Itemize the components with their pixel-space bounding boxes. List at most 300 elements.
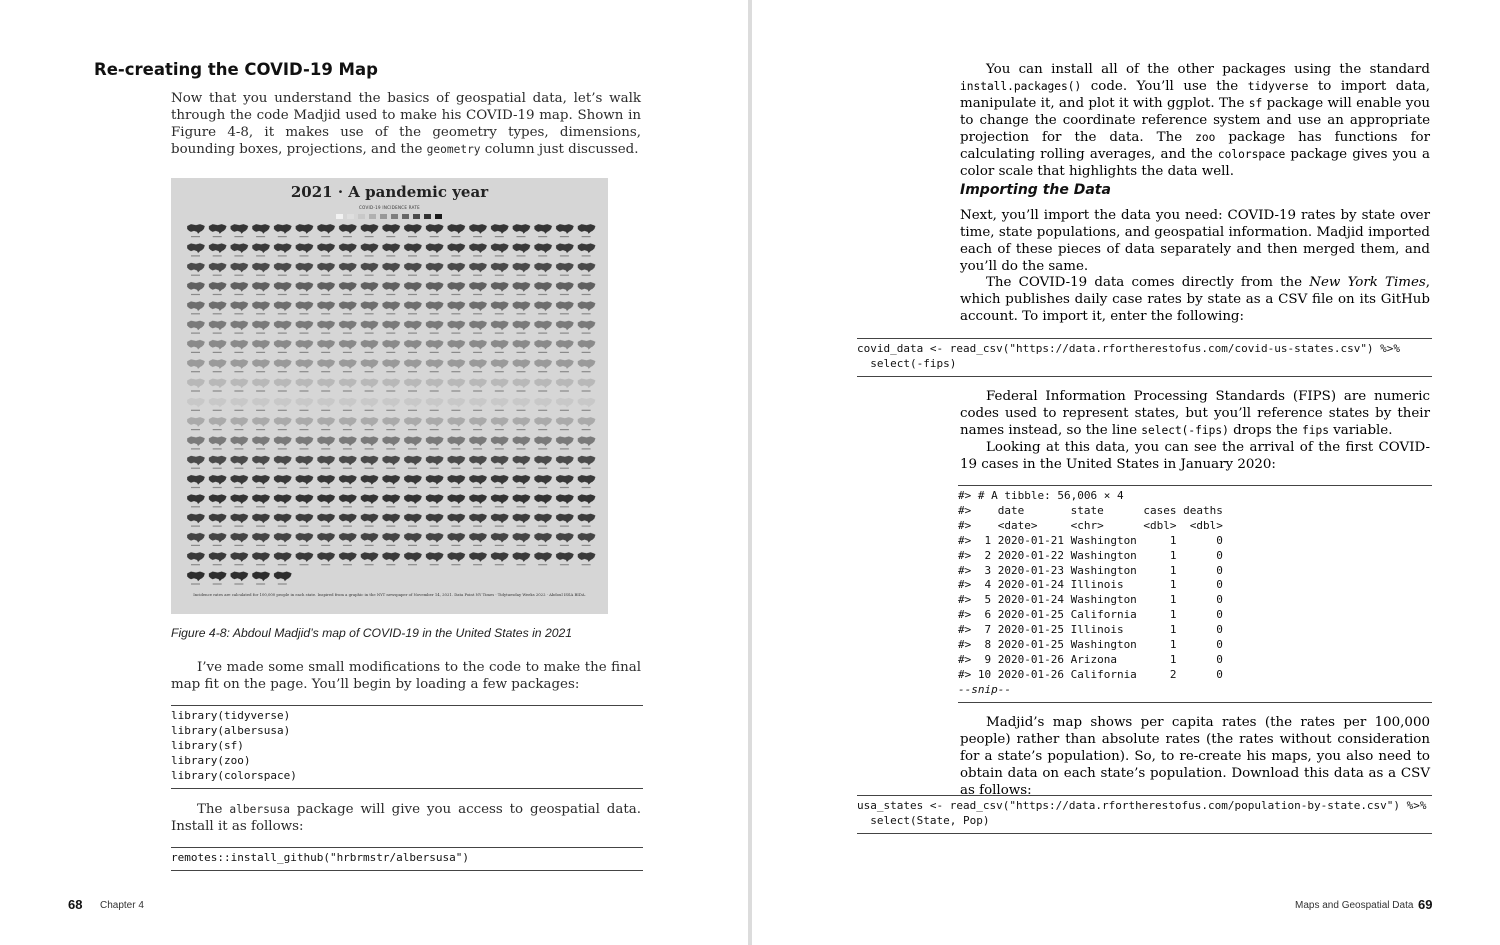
date-label-mark (256, 545, 265, 546)
us-map-silhouette (274, 494, 292, 504)
date-label-mark (430, 468, 439, 469)
date-label-mark (430, 294, 439, 295)
us-map-silhouette (187, 321, 205, 331)
small-multiple-map (339, 494, 357, 507)
us-map-silhouette (252, 321, 270, 331)
us-map-silhouette (513, 417, 531, 427)
us-map-silhouette (556, 514, 574, 524)
small-multiple-map (534, 552, 552, 565)
small-multiple-map (230, 224, 248, 237)
date-label-mark (473, 294, 482, 295)
small-multiple-map (513, 552, 531, 565)
us-map-silhouette (534, 552, 552, 562)
date-label-mark (408, 506, 417, 507)
us-map-silhouette (274, 263, 292, 273)
date-label-mark (365, 294, 374, 295)
us-map-silhouette (578, 263, 596, 273)
us-map-silhouette (426, 321, 444, 331)
us-map-silhouette (274, 533, 292, 543)
small-multiple-map (361, 263, 379, 276)
us-map-silhouette (382, 321, 400, 331)
us-map-silhouette (534, 378, 552, 388)
date-label-mark (560, 255, 569, 256)
small-multiple-map (578, 263, 596, 276)
us-map-silhouette (317, 378, 335, 388)
small-multiple-map (382, 417, 400, 430)
small-multiple-map (426, 359, 444, 372)
us-map-silhouette (513, 494, 531, 504)
date-label-mark (278, 333, 287, 334)
small-multiple-map (361, 456, 379, 469)
us-map-silhouette (209, 436, 227, 446)
small-multiple-map (296, 475, 314, 488)
small-multiple-map (469, 398, 487, 411)
us-map-silhouette (317, 514, 335, 524)
packages-text: package will enable you to change the coordinate reference system and use an appropriate projection for the data. The (960, 96, 1430, 145)
date-label-mark (473, 429, 482, 430)
small-multiple-map (230, 378, 248, 391)
date-label-mark (213, 333, 222, 334)
small-multiple-map (447, 282, 465, 295)
us-map-silhouette (361, 282, 379, 292)
date-label-mark (278, 313, 287, 314)
us-map-silhouette (274, 243, 292, 253)
date-label-mark (191, 564, 200, 565)
small-multiple-map (274, 436, 292, 449)
small-multiple-map (230, 282, 248, 295)
import-intro-paragraph: Next, you’ll import the data you need: COVID-19 rates by state over time, state populations, and geospatial information. Madjid imported each of these pieces of data separately and then merged them, and you’ll do the same. (960, 208, 1430, 274)
small-multiple-map (252, 378, 270, 391)
us-map-silhouette (556, 436, 574, 446)
small-multiple-map (296, 243, 314, 256)
us-map-silhouette (296, 552, 314, 562)
us-map-silhouette (252, 224, 270, 234)
small-multiple-map (209, 263, 227, 276)
us-map-silhouette (534, 340, 552, 350)
date-label-mark (256, 526, 265, 527)
date-label-mark (191, 410, 200, 411)
us-map-silhouette (491, 494, 509, 504)
date-label-mark (234, 487, 243, 488)
us-map-silhouette (556, 456, 574, 466)
small-multiple-map (339, 533, 357, 546)
date-label-mark (321, 236, 330, 237)
us-map-silhouette (230, 378, 248, 388)
date-label-mark (582, 333, 591, 334)
small-multiple-map (252, 321, 270, 334)
small-multiple-map (426, 514, 444, 527)
date-label-mark (517, 371, 526, 372)
date-label-mark (234, 468, 243, 469)
small-multiple-map (230, 436, 248, 449)
us-map-silhouette (317, 321, 335, 331)
small-multiple-map (469, 301, 487, 314)
small-multiple-map (317, 514, 335, 527)
date-label-mark (517, 255, 526, 256)
date-label-mark (213, 313, 222, 314)
date-label-mark (582, 468, 591, 469)
date-label-mark (234, 333, 243, 334)
small-multiple-map (296, 552, 314, 565)
date-label-mark (256, 506, 265, 507)
small-multiple-map (339, 224, 357, 237)
small-multiple-map (447, 533, 465, 546)
small-multiples-map-grid (185, 223, 597, 593)
us-map-silhouette (339, 552, 357, 562)
inline-code: install.packages() (960, 80, 1082, 93)
date-label-mark (278, 371, 287, 372)
us-map-silhouette (578, 533, 596, 543)
small-multiple-map (361, 340, 379, 353)
small-multiple-map (296, 417, 314, 430)
small-multiple-map (296, 359, 314, 372)
date-label-mark (300, 352, 309, 353)
albersusa-text-end: package will give you access to geospatial data. Install it as follows: (171, 802, 641, 834)
us-map-silhouette (404, 456, 422, 466)
code-block-population (857, 795, 1432, 834)
small-multiple-map (317, 282, 335, 295)
us-map-silhouette (252, 456, 270, 466)
us-map-silhouette (469, 224, 487, 234)
small-multiple-map (513, 436, 531, 449)
small-multiple-map (187, 494, 205, 507)
date-label-mark (473, 333, 482, 334)
us-map-silhouette (209, 571, 227, 581)
date-label-mark (256, 352, 265, 353)
us-map-silhouette (296, 456, 314, 466)
us-map-silhouette (339, 263, 357, 273)
date-label-mark (560, 275, 569, 276)
small-multiple-map (252, 398, 270, 411)
us-map-silhouette (426, 301, 444, 311)
small-multiple-map (404, 301, 422, 314)
small-multiple-map (296, 340, 314, 353)
us-map-silhouette (491, 243, 509, 253)
fips-text: Federal Information Processing Standards (FIPS) are numeric codes used to represent states, but you’ll reference states by their names instead, so the line (960, 389, 1430, 438)
small-multiple-map (404, 398, 422, 411)
small-multiple-map (578, 436, 596, 449)
date-label-mark (408, 390, 417, 391)
small-multiple-map (187, 340, 205, 353)
us-map-silhouette (491, 514, 509, 524)
us-map-silhouette (382, 263, 400, 273)
date-label-mark (386, 429, 395, 430)
small-multiple-map (187, 378, 205, 391)
small-multiple-map (252, 514, 270, 527)
us-map-silhouette (382, 456, 400, 466)
date-label-mark (473, 236, 482, 237)
us-map-silhouette (230, 243, 248, 253)
small-multiple-map (317, 475, 335, 488)
date-label-mark (451, 506, 460, 507)
date-label-mark (451, 410, 460, 411)
small-multiple-map (339, 340, 357, 353)
small-multiple-map (513, 301, 531, 314)
date-label-mark (256, 429, 265, 430)
small-multiple-map (426, 243, 444, 256)
small-multiple-map (578, 398, 596, 411)
date-label-mark (386, 564, 395, 565)
date-label-mark (495, 429, 504, 430)
small-multiple-map (382, 301, 400, 314)
small-multiple-map (361, 417, 379, 430)
date-label-mark (321, 506, 330, 507)
us-map-silhouette (426, 475, 444, 485)
date-label-mark (451, 275, 460, 276)
small-multiple-map (317, 533, 335, 546)
date-label-mark (365, 526, 374, 527)
small-multiple-map (361, 378, 379, 391)
small-multiple-map (382, 436, 400, 449)
small-multiple-map (252, 436, 270, 449)
us-map-silhouette (274, 456, 292, 466)
small-multiple-map (513, 456, 531, 469)
date-label-mark (213, 429, 222, 430)
code-block-libraries (171, 705, 643, 789)
date-label-mark (538, 275, 547, 276)
us-map-silhouette (209, 398, 227, 408)
date-label-mark (278, 410, 287, 411)
us-map-silhouette (230, 321, 248, 331)
small-multiple-map (209, 533, 227, 546)
small-multiple-map (382, 378, 400, 391)
us-map-silhouette (274, 378, 292, 388)
us-map-silhouette (361, 436, 379, 446)
small-multiple-map (382, 456, 400, 469)
us-map-silhouette (187, 552, 205, 562)
small-multiple-map (382, 321, 400, 334)
small-multiple-map (361, 282, 379, 295)
nyt-text: The COVID-19 data comes directly from the (986, 275, 1310, 290)
us-map-silhouette (339, 340, 357, 350)
date-label-mark (473, 487, 482, 488)
us-map-silhouette (187, 456, 205, 466)
date-label-mark (451, 333, 460, 334)
us-map-silhouette (469, 514, 487, 524)
us-map-silhouette (252, 552, 270, 562)
date-label-mark (321, 410, 330, 411)
us-map-silhouette (513, 301, 531, 311)
date-label-mark (191, 333, 200, 334)
us-map-silhouette (209, 417, 227, 427)
us-map-silhouette (230, 340, 248, 350)
date-label-mark (430, 236, 439, 237)
inline-code: sf (1248, 97, 1263, 110)
us-map-silhouette (578, 494, 596, 504)
date-label-mark (278, 468, 287, 469)
us-map-silhouette (187, 282, 205, 292)
fips-text: variable. (1328, 423, 1393, 438)
us-map-silhouette (404, 359, 422, 369)
us-map-silhouette (317, 282, 335, 292)
date-label-mark (538, 526, 547, 527)
small-multiple-map (252, 359, 270, 372)
date-label-mark (256, 255, 265, 256)
us-map-silhouette (361, 417, 379, 427)
date-label-mark (300, 371, 309, 372)
us-map-silhouette (469, 475, 487, 485)
legend-swatch (391, 214, 398, 219)
date-label-mark (386, 236, 395, 237)
us-map-silhouette (382, 340, 400, 350)
small-multiple-map (187, 359, 205, 372)
small-multiple-map (447, 514, 465, 527)
us-map-silhouette (274, 301, 292, 311)
code-libraries: library(tidyverse) library(albersusa) library(sf) library(zoo) library(colorspace) (171, 709, 297, 782)
date-label-mark (234, 255, 243, 256)
small-multiple-map (578, 475, 596, 488)
legend-swatch (369, 214, 376, 219)
small-multiple-map (230, 494, 248, 507)
us-map-silhouette (382, 301, 400, 311)
small-multiple-map (404, 282, 422, 295)
legend-swatch (358, 214, 365, 219)
us-map-silhouette (209, 263, 227, 273)
legend-swatch (413, 214, 420, 219)
small-multiple-map (252, 552, 270, 565)
us-map-silhouette (534, 436, 552, 446)
small-multiple-map (556, 494, 574, 507)
date-label-mark (408, 564, 417, 565)
date-label-mark (234, 410, 243, 411)
small-multiple-map (578, 514, 596, 527)
us-map-silhouette (274, 417, 292, 427)
us-map-silhouette (274, 571, 292, 581)
us-map-silhouette (447, 552, 465, 562)
date-label-mark (560, 371, 569, 372)
date-label-mark (430, 371, 439, 372)
small-multiple-map (491, 243, 509, 256)
small-multiple-map (469, 359, 487, 372)
date-label-mark (321, 313, 330, 314)
us-map-silhouette (230, 533, 248, 543)
date-label-mark (278, 545, 287, 546)
small-multiple-map (209, 398, 227, 411)
inline-code: select(-fips) (1141, 424, 1229, 437)
us-map-silhouette (230, 571, 248, 581)
us-map-silhouette (447, 224, 465, 234)
us-map-silhouette (382, 224, 400, 234)
date-label-mark (560, 545, 569, 546)
small-multiple-map (556, 398, 574, 411)
us-map-silhouette (578, 552, 596, 562)
small-multiple-map (426, 263, 444, 276)
small-multiple-map (404, 494, 422, 507)
small-multiple-map (513, 533, 531, 546)
packages-paragraph (960, 61, 1430, 180)
us-map-silhouette (361, 475, 379, 485)
us-map-silhouette (578, 359, 596, 369)
small-multiple-map (469, 456, 487, 469)
date-label-mark (386, 352, 395, 353)
small-multiple-map (317, 321, 335, 334)
us-map-silhouette (361, 301, 379, 311)
us-map-silhouette (361, 224, 379, 234)
small-multiple-map (447, 456, 465, 469)
us-map-silhouette (404, 417, 422, 427)
albersusa-paragraph (171, 801, 641, 835)
small-multiple-map (274, 456, 292, 469)
small-multiple-map (339, 417, 357, 430)
small-multiple-map (252, 417, 270, 430)
small-multiple-map (426, 340, 444, 353)
date-label-mark (300, 390, 309, 391)
us-map-silhouette (361, 359, 379, 369)
section-heading: Re-creating the COVID-19 Map (94, 60, 378, 79)
date-label-mark (538, 564, 547, 565)
small-multiple-map (513, 398, 531, 411)
us-map-silhouette (339, 224, 357, 234)
us-map-silhouette (513, 475, 531, 485)
us-map-silhouette (252, 494, 270, 504)
small-multiple-map (578, 417, 596, 430)
date-label-mark (213, 526, 222, 527)
small-multiple-map (469, 514, 487, 527)
date-label-mark (191, 352, 200, 353)
small-multiple-map (209, 340, 227, 353)
us-map-silhouette (513, 282, 531, 292)
inline-code: albersusa (229, 803, 291, 816)
small-multiple-map (426, 494, 444, 507)
date-label-mark (321, 545, 330, 546)
small-multiple-map (209, 571, 227, 584)
date-label-mark (343, 371, 352, 372)
figure-caption: Figure 4-8: Abdoul Madjid’s map of COVID-19 in the United States in 2021 (171, 626, 573, 640)
small-multiple-map (209, 552, 227, 565)
small-multiple-map (534, 282, 552, 295)
us-map-silhouette (230, 398, 248, 408)
small-multiple-map (404, 552, 422, 565)
us-map-silhouette (404, 475, 422, 485)
small-multiple-map (361, 436, 379, 449)
us-map-silhouette (534, 301, 552, 311)
date-label-mark (343, 564, 352, 565)
date-label-mark (430, 429, 439, 430)
arrival-paragraph: Looking at this data, you can see the arrival of the first COVID-19 cases in the United States in January 2020: (960, 440, 1430, 472)
small-multiple-map (447, 378, 465, 391)
date-label-mark (343, 429, 352, 430)
date-label-mark (473, 468, 482, 469)
us-map-silhouette (578, 378, 596, 388)
small-multiple-map (491, 224, 509, 237)
small-multiple-map (556, 359, 574, 372)
small-multiple-map (209, 417, 227, 430)
us-map-silhouette (447, 301, 465, 311)
us-map-silhouette (534, 359, 552, 369)
date-label-mark (560, 564, 569, 565)
small-multiple-map (230, 571, 248, 584)
small-multiple-map (382, 514, 400, 527)
small-multiple-map (469, 378, 487, 391)
small-multiple-map (361, 243, 379, 256)
us-map-silhouette (209, 301, 227, 311)
us-map-silhouette (469, 417, 487, 427)
us-map-silhouette (447, 340, 465, 350)
us-map-silhouette (556, 359, 574, 369)
date-label-mark (451, 487, 460, 488)
code-snip: --snip-- (958, 682, 1011, 696)
code-block-install (171, 847, 643, 871)
small-multiple-map (513, 340, 531, 353)
date-label-mark (517, 506, 526, 507)
us-map-silhouette (230, 475, 248, 485)
small-multiple-map (556, 282, 574, 295)
small-multiple-map (274, 224, 292, 237)
us-map-silhouette (187, 417, 205, 427)
inline-code: geometry (426, 143, 481, 156)
figure-source-note: Incidence rates are calculated for 100,000 people in each state. Inspired from a graphic in the NYT newspaper of November 14, 2021. Data Point NY Times · Tidytuesday Weeks 2022 · Abdoul ISSA BIDA. (193, 592, 586, 597)
date-label-mark (517, 448, 526, 449)
